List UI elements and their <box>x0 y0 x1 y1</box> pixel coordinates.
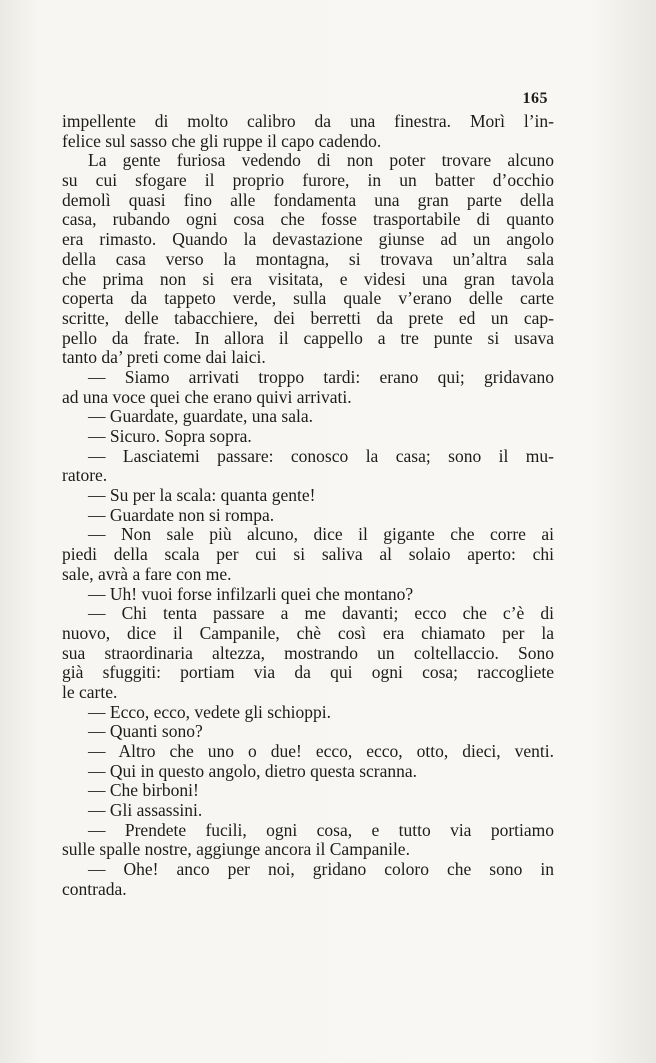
text-line: — Guardate non si rompa. <box>88 504 275 525</box>
text-line: piedi della scala per cui si saliva al solaio aperto: chi <box>62 544 554 565</box>
text-line: contrada. <box>62 878 127 899</box>
text-line: era rimasto. Quando la devastazione giunse ad un angolo <box>62 229 554 250</box>
text-line: — Ohe! anco per noi, gridano coloro che sono in <box>88 859 554 880</box>
text-line: impellente di molto calibro da una finestra. Morì l’in- <box>62 111 554 131</box>
body-text <box>62 112 554 900</box>
text-line: che prima non si era visitata, e videsi una gran tavola <box>62 268 554 289</box>
text-line: — Quanti sono? <box>88 721 203 742</box>
text-line: scritte, delle tabacchiere, dei berretti da prete ed un cap- <box>62 307 554 328</box>
text-line: pello da frate. In allora il cappello a tre punte si usava <box>62 327 554 348</box>
text-line: — Altro che uno o due! ecco, ecco, otto, dieci, venti. <box>88 741 554 761</box>
text-line: casa, rubando ogni cosa che fosse trasportabile di quanto <box>62 209 554 230</box>
text-line: le carte. <box>62 681 118 702</box>
text-line: felice sul sasso che gli ruppe il capo cadendo. <box>62 130 382 151</box>
text-line: — Non sale più alcuno, dice il gigante che corre ai <box>88 524 554 545</box>
text-line: della casa verso la montagna, si trovava un’altra sala <box>62 248 554 269</box>
text-line: sale, avrà a fare con me. <box>62 563 232 584</box>
text-line: — Gli assassini. <box>88 800 203 821</box>
page-number: 165 <box>522 90 548 107</box>
text-line: — Chi tenta passare a me davanti; ecco che c’è di <box>88 603 554 624</box>
text-line: ad una voce quei che erano quivi arrivati. <box>62 386 352 407</box>
text-line: nuovo, dice il Campanile, chè così era chiamato per la <box>62 622 554 643</box>
text-line: — Ecco, ecco, vedete gli schioppi. <box>88 701 331 722</box>
text-line: La gente furiosa vedendo di non poter trovare alcuno <box>88 150 554 171</box>
text-line: già sfuggiti: portiam via da qui ogni cosa; raccogliete <box>62 662 554 683</box>
text-line: — Lasciatemi passare: conosco la casa; sono il mu- <box>88 445 554 466</box>
text-line: sua straordinaria altezza, mostrando un coltellaccio. Sono <box>62 642 554 663</box>
text-line: — Sicuro. Sopra sopra. <box>88 426 252 446</box>
text-line: coperta da tappeto verde, sulla quale v’erano delle carte <box>62 288 554 309</box>
text-line: demolì quasi fino alle fondamenta una gran parte della <box>62 189 554 210</box>
text-line: — Guardate, guardate, una sala. <box>88 406 313 427</box>
text-line: — Siamo arrivati troppo tardi: erano qui; gridavano <box>88 366 554 387</box>
text-line: — Uh! vuoi forse infilzarli quei che montano? <box>88 583 414 604</box>
text-line: — Su per la scala: quanta gente! <box>88 485 316 506</box>
text-line: sulle spalle nostre, aggiunge ancora il Campanile. <box>62 839 410 860</box>
text-line: tanto da’ preti come dai laici. <box>62 347 266 368</box>
text-line: — Qui in questo angolo, dietro questa scranna. <box>88 760 418 781</box>
text-line: su cui sfogare il proprio furore, in un batter d’occhio <box>62 170 554 191</box>
text-line: — Che birboni! <box>88 780 199 801</box>
text-line: — Prendete fucili, ogni cosa, e tutto via portiamo <box>88 819 554 840</box>
text-line: ratore. <box>62 465 108 486</box>
